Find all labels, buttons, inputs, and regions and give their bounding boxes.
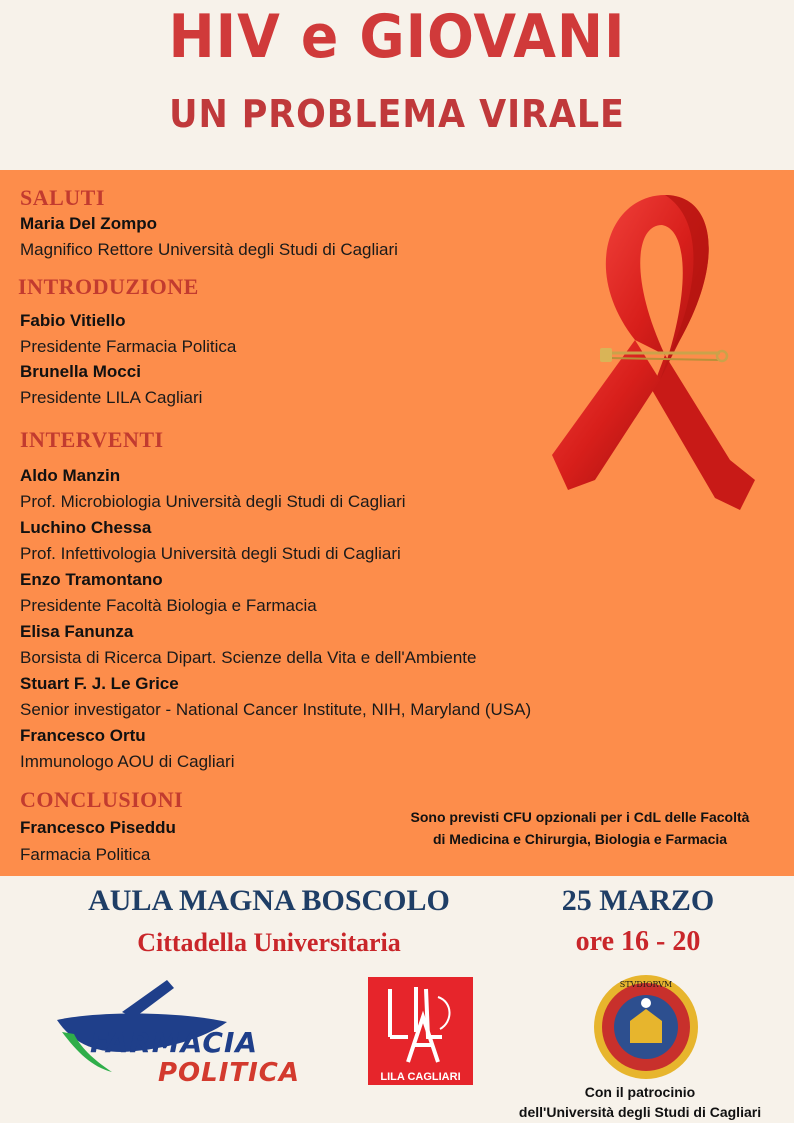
farmacia-politica-logo-text: POLITICA [158, 1058, 301, 1088]
section-heading-introduzione: INTRODUZIONE [18, 274, 199, 299]
speaker-role: Senior investigator - National Cancer Institute, NIH, Maryland (USA) [20, 700, 532, 719]
event-date: 25 MARZO [561, 884, 715, 917]
cfu-note [370, 806, 790, 850]
lila-caption: LILA CAGLIARI [380, 1071, 461, 1083]
lila-mark-icon [368, 977, 473, 1067]
speaker-role: Presidente Facoltà Biologia e Farmacia [20, 596, 317, 615]
speaker-name: Luchino Chessa [20, 518, 152, 537]
poster-subtitle: UN PROBLEMA VIRALE [169, 92, 625, 136]
cfu-note-line: di Medicina e Chirurgia, Biologia e Farmacia [432, 831, 728, 847]
section-heading-conclusioni: CONCLUSIONI [20, 787, 184, 812]
speaker-name: Francesco Piseddu [20, 818, 176, 837]
section-heading-interventi: INTERVENTI [20, 427, 164, 452]
red-ribbon-icon [540, 190, 760, 530]
speaker-role: Farmacia Politica [20, 845, 151, 864]
speaker-role: Magnifico Rettore Università degli Studi di Cagliari [20, 240, 398, 259]
poster-header [0, 0, 794, 170]
speaker-name: Elisa Fanunza [20, 622, 134, 641]
patronage-line: dell'Università degli Studi di Cagliari [518, 1104, 762, 1120]
farmacia-politica-logo-text: FARMACIA [90, 1026, 259, 1059]
speaker-role: Immunologo AOU di Cagliari [20, 752, 235, 771]
cfu-note-line: Sono previsti CFU opzionali per i CdL delle Facoltà [410, 809, 750, 825]
speaker-role: Presidente Farmacia Politica [20, 337, 237, 356]
lila-logo [368, 977, 473, 1085]
speaker-name: Francesco Ortu [20, 726, 146, 745]
speaker-name: Fabio Vitiello [20, 311, 126, 330]
speaker-name: Aldo Manzin [20, 466, 121, 485]
university-seal-icon [592, 973, 700, 1081]
poster-title: HIV e GIOVANI [168, 2, 626, 72]
seal-text: STVDIORVM [619, 980, 673, 989]
speaker-name: Brunella Mocci [20, 362, 141, 381]
speaker-name: Stuart F. J. Le Grice [20, 674, 179, 693]
event-time: ore 16 - 20 [575, 926, 701, 957]
patronage-line: Con il patrocinio [584, 1084, 696, 1100]
speaker-role: Presidente LILA Cagliari [20, 388, 203, 407]
speaker-role: Borsista di Ricerca Dipart. Scienze della Vita e dell'Ambiente [20, 648, 477, 667]
venue-location: Cittadella Universitaria [137, 928, 401, 957]
speaker-role: Prof. Infettivologia Università degli Studi di Cagliari [20, 544, 401, 563]
program-band [0, 170, 794, 876]
speaker-name: Maria Del Zompo [20, 214, 157, 233]
section-heading-saluti: SALUTI [20, 185, 105, 210]
speaker-role: Prof. Microbiologia Università degli Studi di Cagliari [20, 492, 406, 511]
speaker-name: Enzo Tramontano [20, 570, 163, 589]
venue-name: AULA MAGNA BOSCOLO [88, 884, 450, 917]
patronage-note [490, 1082, 790, 1122]
